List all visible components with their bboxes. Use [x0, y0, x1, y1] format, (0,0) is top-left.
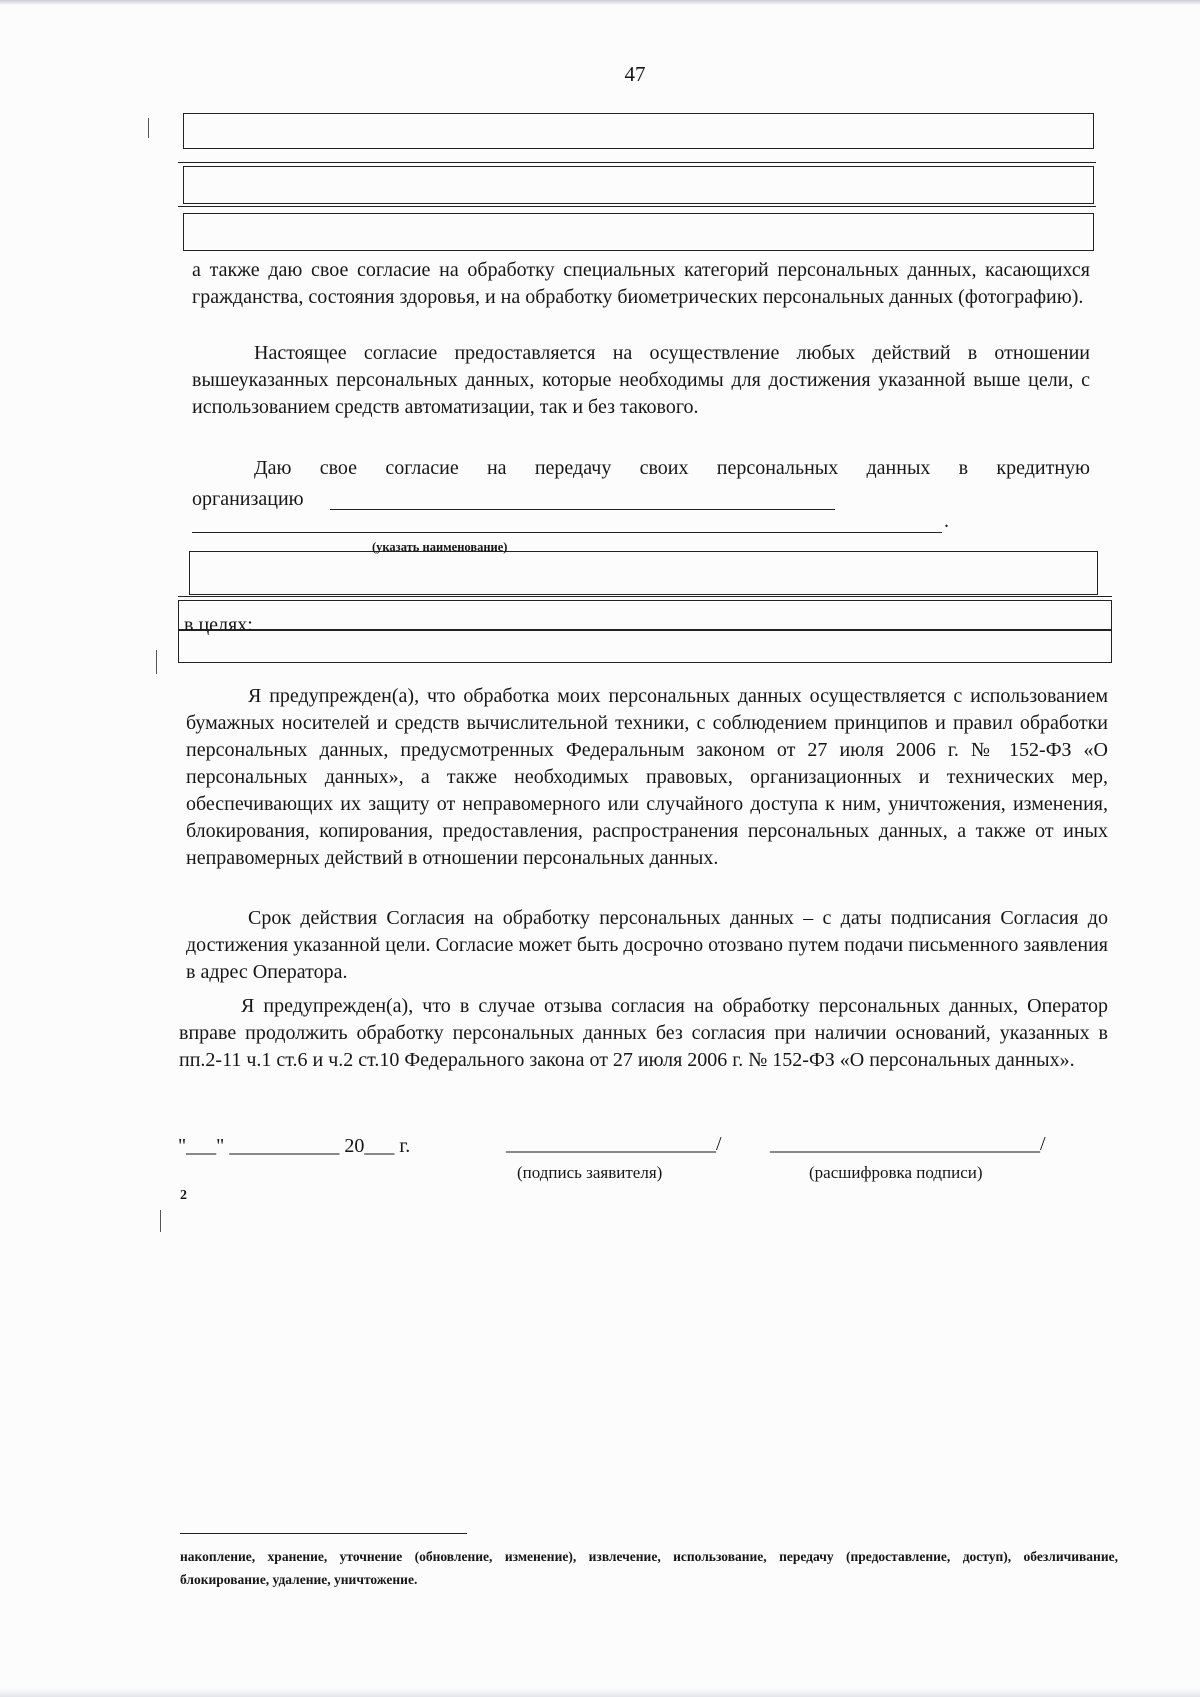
validity-paragraph: Срок действия Согласия на обработку персональных данных – с даты подписания Согласия до достижения указанной цели. Согласие может быть досрочно отозвано путем подачи письменного заявления в адрес Оператора.	[186, 907, 1108, 983]
signature-caption: (подпись заявителя)	[517, 1163, 663, 1182]
goals-blank-box[interactable]	[178, 630, 1112, 663]
scan-mark-1	[148, 118, 149, 138]
box-separator-line-2	[178, 206, 1096, 207]
organization-underline-2	[192, 532, 942, 533]
transfer-paragraph: Даю свое согласие на передачу своих персональных данных в кредитную	[254, 457, 1090, 479]
footnote-divider	[180, 1533, 467, 1534]
blank-field-box-3[interactable]	[183, 213, 1094, 251]
organization-label: организацию	[192, 488, 304, 510]
signature-decode-line[interactable]: ___________________________/	[770, 1133, 1046, 1155]
scan-edge-top	[0, 0, 1200, 5]
footnote-text: накопление, хранение, уточнение (обновление, изменение), извлечение, использование, передачу (предоставление, доступ), обезличивание, блокирование, удаление, уничтожение.	[180, 1549, 1118, 1587]
blank-field-box-1[interactable]	[183, 113, 1094, 149]
withdrawal-paragraph: Я предупрежден(а), что в случае отзыва согласия на обработку персональных данных, Оператор вправе продолжить обработку персональных данных без согласия при наличии оснований, указанных в пп.2-11 ч.1 ст.6 и ч.2 ст.10 Федерального закона от 27 июля 2006 г. № 152-ФЗ «О персональных данных».	[179, 995, 1108, 1071]
scan-mark-2	[156, 650, 157, 674]
box-separator-line-1	[178, 162, 1096, 163]
scan-mark-3	[160, 1210, 161, 1232]
goals-label: в целях:	[184, 614, 253, 636]
box-separator-line-3	[178, 596, 1112, 597]
signature-decode-caption: (расшифровка подписи)	[809, 1163, 983, 1182]
special-categories-paragraph: а также даю свое согласие на обработку специальных категорий персональных данных, касающихся гражданства, состояния здоровья, и на обработку биометрических персональных данных (фотографию).	[192, 259, 1090, 308]
organization-name-box[interactable]	[189, 551, 1098, 595]
goals-box[interactable]	[178, 600, 1112, 630]
date-line[interactable]: "___" ___________ 20___ г.	[178, 1135, 411, 1157]
organization-name-caption: (указать наименование)	[372, 540, 508, 554]
footnote-marker-top: 2	[180, 1188, 187, 1203]
blank-field-box-2[interactable]	[183, 166, 1094, 204]
warning-processing-paragraph: Я предупрежден(а), что обработка моих персональных данных осуществляется с использованием бумажных носителей и средств вычислительной техники, с соблюдением принципов и правил обработки персональных данных, предусмотренных Федеральным законом от 27 июля 2006 г. № 152-ФЗ «О персональных данных», а также необходимых правовых, организационных и технических мер, обеспечивающих их защиту от неправомерного или случайного доступа к ним, уничтожения, изменения, блокирования, копирования, предоставления, распространения персональных данных, а также от иных неправомерных действий в отношении персональных данных.	[186, 685, 1108, 869]
organization-end-dot: .	[944, 510, 949, 532]
page-number: 47	[624, 62, 646, 86]
organization-underline	[330, 509, 835, 510]
scan-edge-bottom	[0, 1689, 1200, 1697]
any-actions-paragraph: Настоящее согласие предоставляется на осуществление любых действий в отношении вышеуказанных персональных данных, которые необходимы для достижения указанной выше цели, с использованием средств автоматизации, так и без такового.	[192, 342, 1090, 418]
signature-line[interactable]: _____________________/	[506, 1133, 722, 1155]
